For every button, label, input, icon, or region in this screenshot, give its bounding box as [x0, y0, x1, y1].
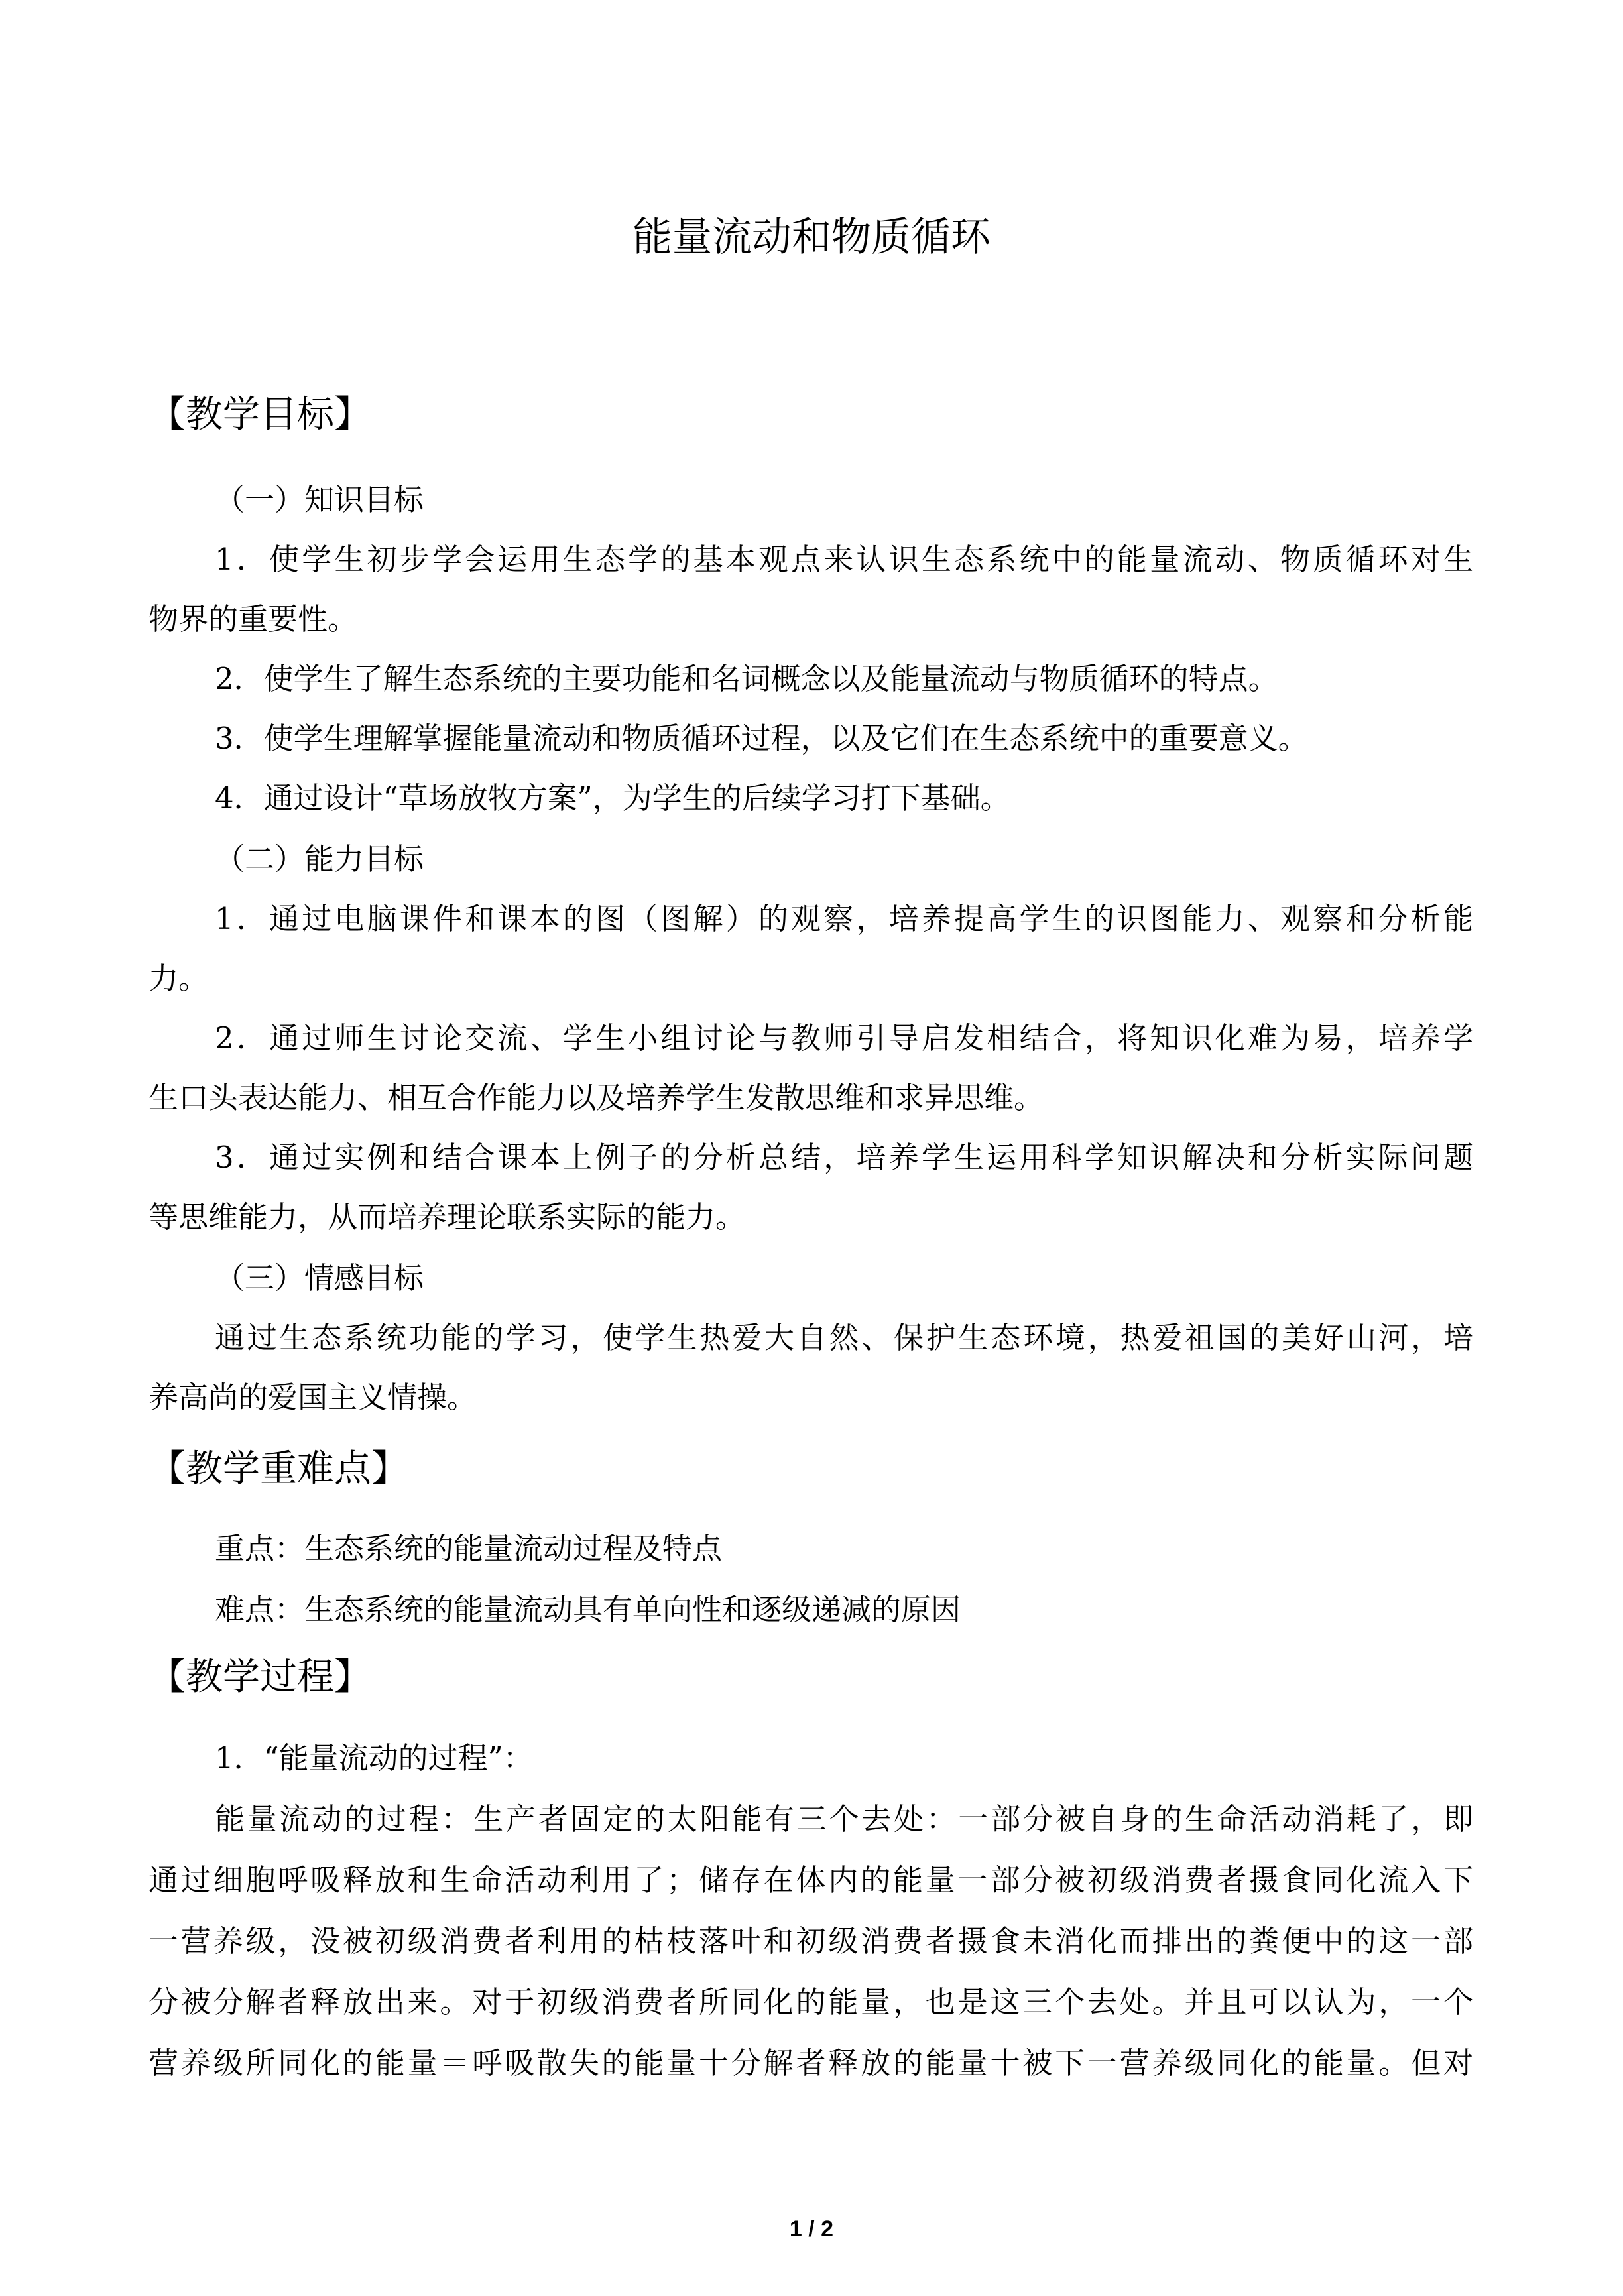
ability-goal-2-line-2: 生口头表达能力、相互合作能力以及培养学生发散思维和求异思维。 [149, 1080, 1044, 1115]
emotion-goal-line-2: 养高尚的爱国主义情操。 [149, 1380, 477, 1415]
document-title: 能量流动和物质循环 [632, 214, 991, 261]
process-paragraph-line-4: 分被分解者释放出来。对于初级消费者所同化的能量，也是这三个去处。并且可以认为，一个 [149, 1984, 1473, 2020]
ability-goal-3-line-2: 等思维能力，从而培养理论联系实际的能力。 [149, 1199, 746, 1235]
knowledge-goal-1-line-1: 1．使学生初步学会运用生态学的基本观点来认识生态系统中的能量流动、物质循环对生 [215, 542, 1473, 577]
process-step-1-label: 1．“能量流动的过程”： [215, 1740, 533, 1776]
knowledge-goal-2: 2．使学生了解生态系统的主要功能和名词概念以及能量流动与物质循环的特点。 [215, 661, 1278, 696]
ability-goal-2-line-1: 2．通过师生讨论交流、学生小组讨论与教师引导启发相结合，将知识化难为易，培养学 [215, 1020, 1473, 1056]
heading-key-difficult-points: 【教学重难点】 [149, 1447, 408, 1490]
process-paragraph-line-2: 通过细胞呼吸释放和生命活动利用了；储存在体内的能量一部分被初级消费者摄食同化流入下 [149, 1862, 1473, 1898]
page-number: 1 / 2 [789, 2216, 834, 2242]
process-paragraph-line-5: 营养级所同化的能量＝呼吸散失的能量十分解者释放的能量十被下一营养级同化的能量。但对 [149, 2045, 1473, 2081]
heading-teaching-goals: 【教学目标】 [149, 393, 371, 436]
knowledge-goal-1-line-2: 物界的重要性。 [149, 601, 358, 636]
ability-goal-1-line-2: 力。 [149, 961, 209, 996]
heading-teaching-process: 【教学过程】 [149, 1656, 371, 1699]
knowledge-goals-label: （一）知识目标 [215, 482, 424, 517]
emotion-goal-line-1: 通过生态系统功能的学习，使学生热爱大自然、保护生态环境，热爱祖国的美好山河，培 [215, 1320, 1473, 1355]
key-point-difficulty: 难点：生态系统的能量流动具有单向性和逐级递减的原因 [215, 1592, 961, 1627]
key-point-focus: 重点：生态系统的能量流动过程及特点 [215, 1531, 723, 1566]
ability-goals-label: （二）能力目标 [215, 841, 424, 876]
process-paragraph-line-1: 能量流动的过程：生产者固定的太阳能有三个去处：一部分被自身的生命活动消耗了，即 [215, 1801, 1473, 1837]
ability-goal-1-line-1: 1．通过电脑课件和课本的图（图解）的观察，培养提高学生的识图能力、观察和分析能 [215, 901, 1473, 936]
knowledge-goal-4: 4．通过设计“草场放牧方案”，为学生的后续学习打下基础。 [215, 780, 1010, 816]
process-paragraph-line-3: 一营养级，没被初级消费者利用的枯枝落叶和初级消费者摄食未消化而排出的粪便中的这一部 [149, 1923, 1473, 1959]
ability-goal-3-line-1: 3．通过实例和结合课本上例子的分析总结，培养学生运用科学知识解决和分析实际问题 [215, 1140, 1473, 1175]
knowledge-goal-3: 3．使学生理解掌握能量流动和物质循环过程，以及它们在生态系统中的重要意义。 [215, 721, 1308, 756]
emotion-goals-label: （三）情感目标 [215, 1260, 424, 1296]
